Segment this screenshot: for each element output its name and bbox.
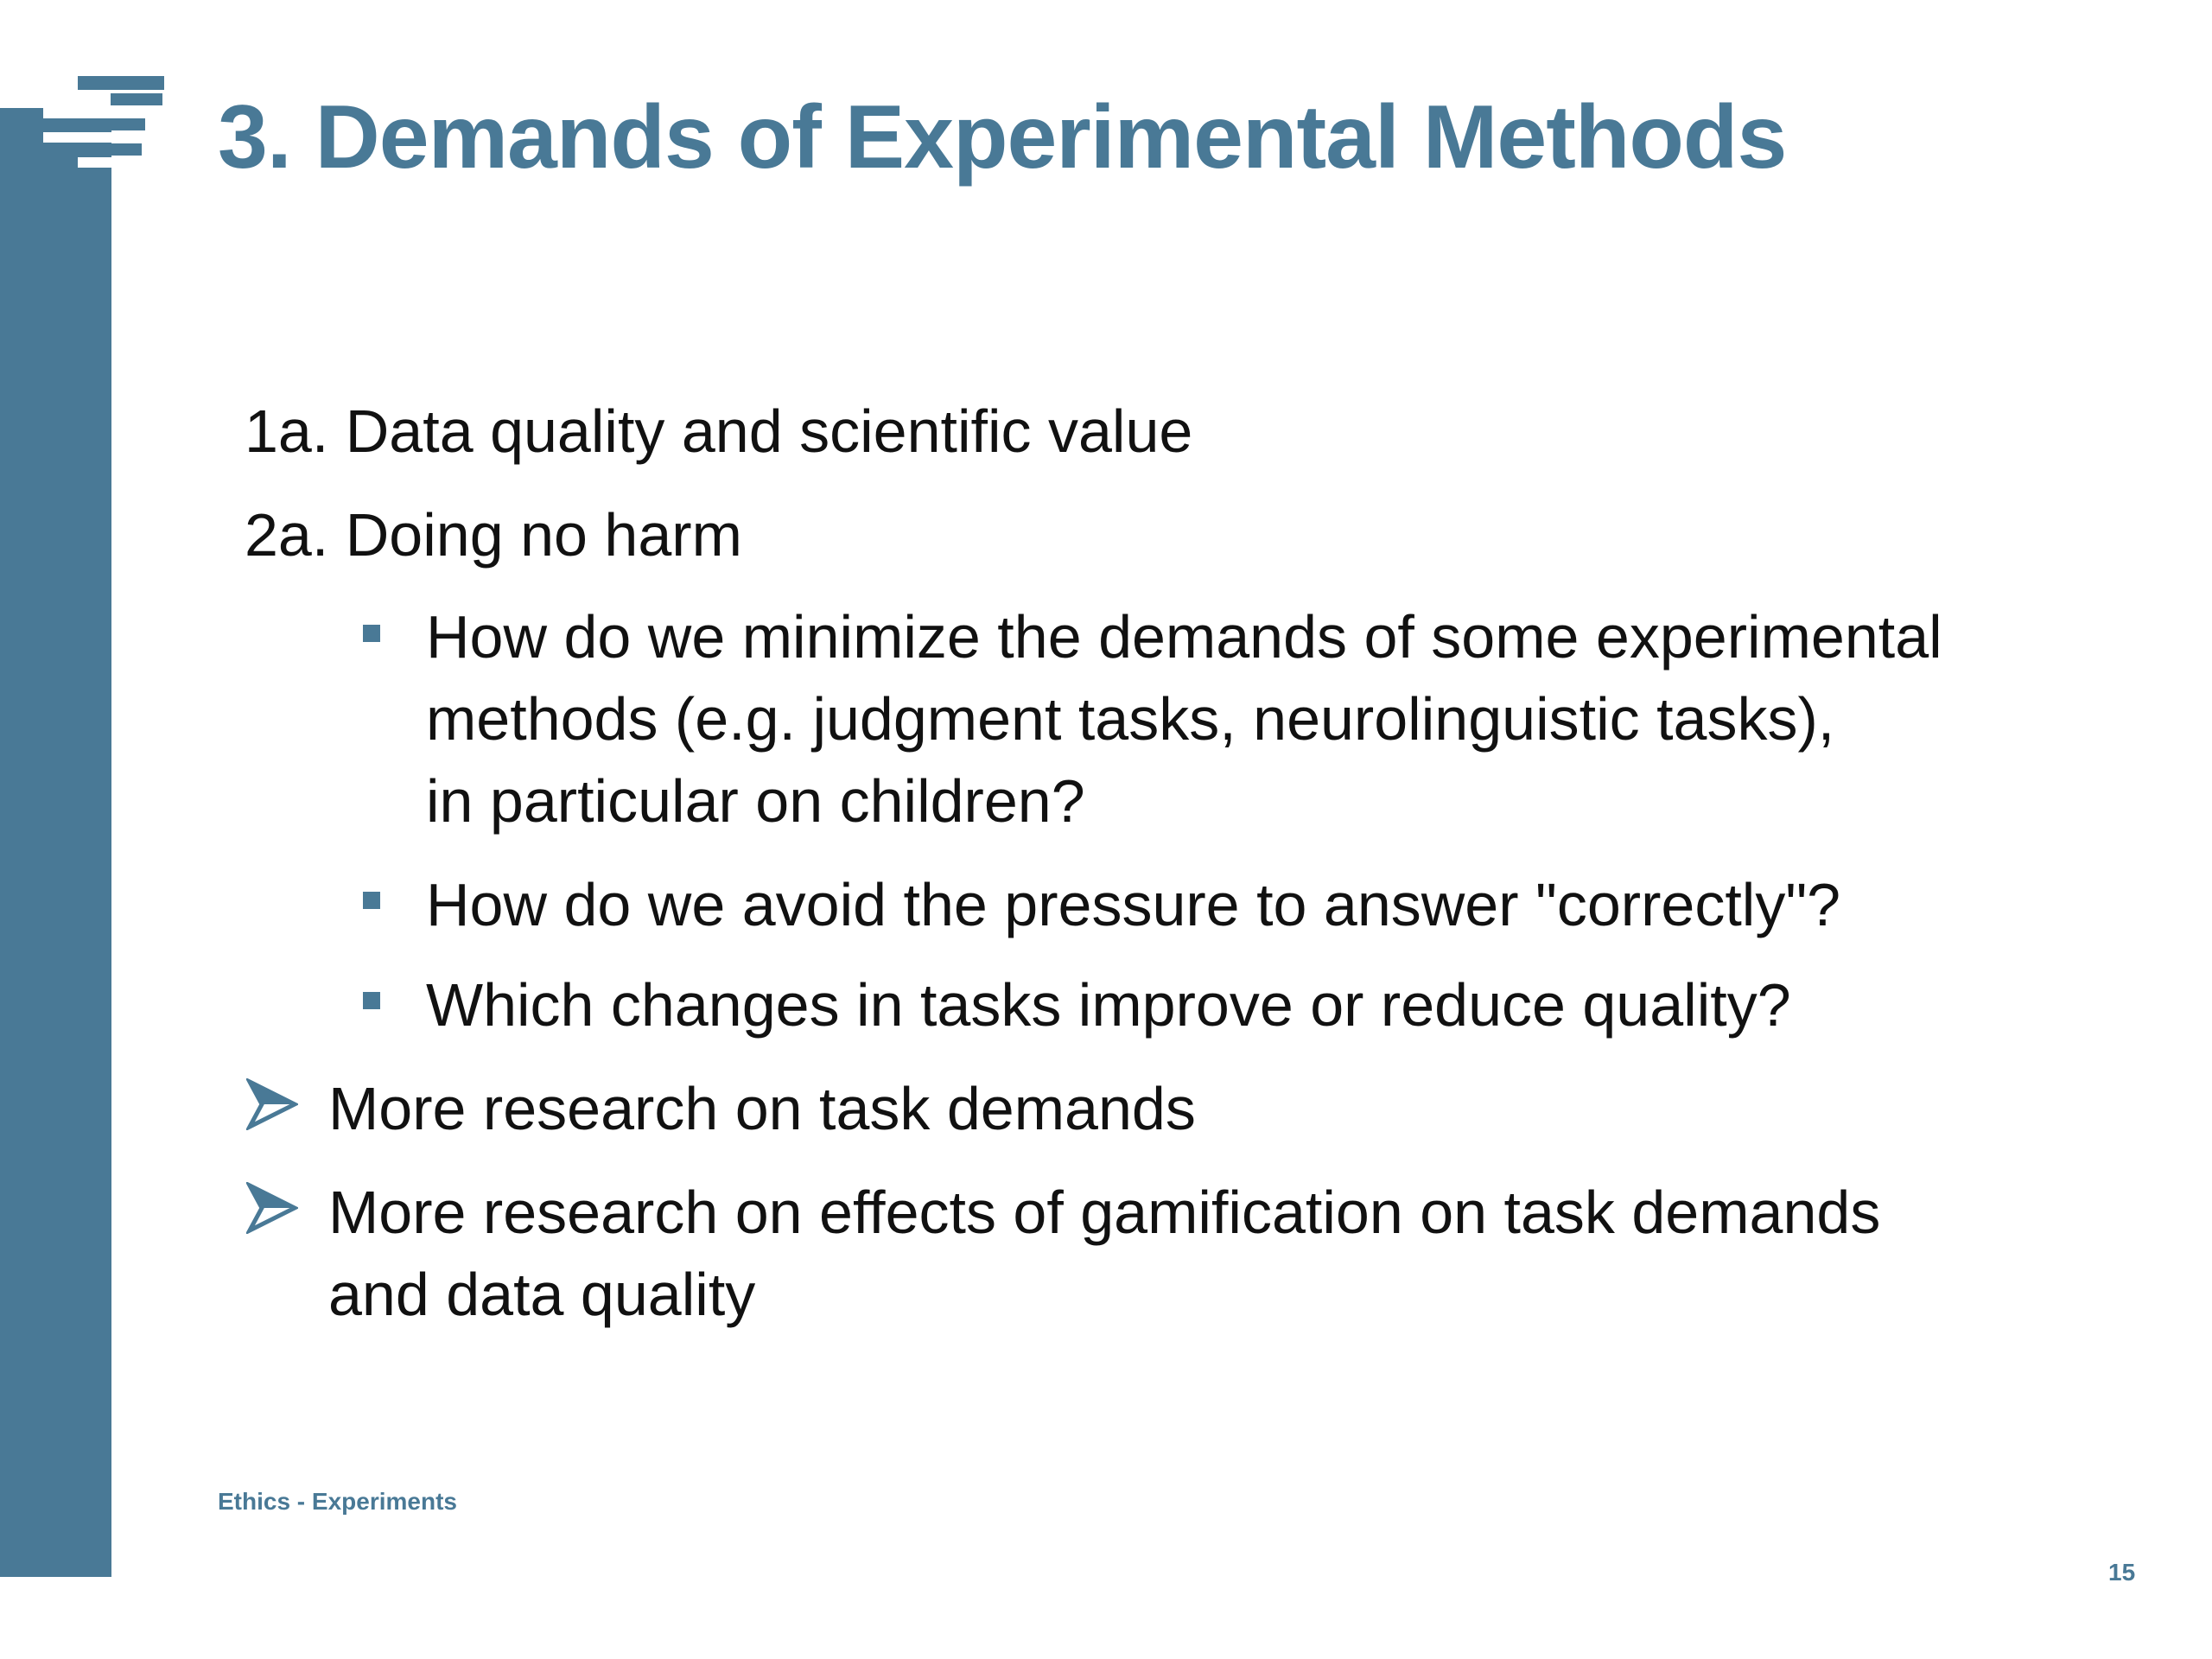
sub-item-minimize-demands-line-1: How do we minimize the demands of some experimental (426, 603, 1942, 671)
sub-item-avoid-pressure: How do we avoid the pressure to answer "correctly"? (426, 871, 1841, 938)
conclusion-task-demands: More research on task demands (328, 1075, 1196, 1142)
conclusion-gamification-line-2: and data quality (328, 1261, 756, 1328)
conclusion-gamification-line-1: More research on effects of gamification on task demands (328, 1179, 1881, 1246)
square-bullet-icon (363, 892, 380, 909)
sub-item-minimize-demands-line-2: methods (e.g. judgment tasks, neurolinguistic tasks), (426, 685, 1835, 753)
list-item-data-quality: 1a. Data quality and scientific value (245, 397, 1193, 465)
square-bullet-icon (363, 992, 380, 1009)
sub-item-task-changes: Which changes in tasks improve or reduce quality? (426, 971, 1791, 1039)
page-number: 15 (2108, 1559, 2136, 1586)
logo-icon (0, 0, 173, 190)
slide-title: 3. Demands of Experimental Methods (218, 87, 1787, 188)
sub-item-minimize-demands-line-3: in particular on children? (426, 767, 1085, 835)
sidebar-bar (0, 108, 111, 1577)
square-bullet-icon (363, 625, 380, 642)
footer-text: Ethics - Experiments (218, 1488, 457, 1515)
list-item-doing-no-harm: 2a. Doing no harm (245, 501, 742, 569)
arrowhead-bullet-icon (246, 1182, 298, 1234)
arrowhead-bullet-icon (246, 1078, 298, 1130)
